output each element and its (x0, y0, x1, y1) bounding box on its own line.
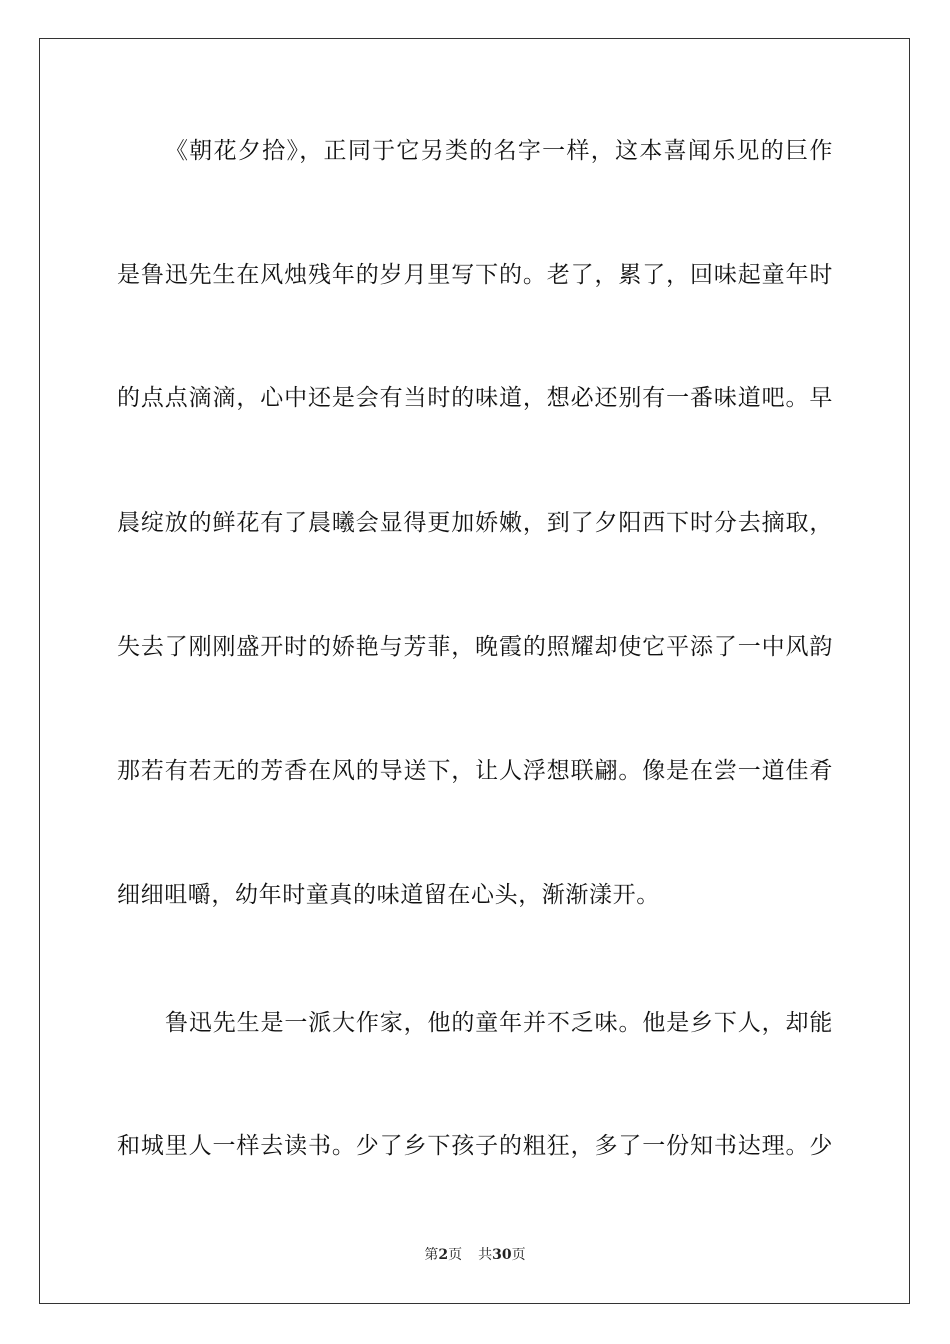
paragraph-2-line-2: 和城里人一样去读书。少了乡下孩子的粗狂，多了一份知书达理。少 (117, 1133, 833, 1159)
paragraph-1-line-3: 的点点滴滴，心中还是会有当时的味道，想必还别有一番味道吧。早 (117, 385, 833, 411)
page-footer (0, 1245, 950, 1265)
paragraph-1-line-5: 失去了刚刚盛开时的娇艳与芳菲，晚霞的照耀却使它平添了一中风韵 (117, 634, 833, 660)
footer-total-pages: 30 (492, 1247, 512, 1263)
page-border (39, 38, 910, 1304)
footer-page-number: 2 (438, 1247, 449, 1263)
paragraph-2-line-1: 鲁迅先生是一派大作家，他的童年并不乏味。他是乡下人，却能 (165, 1010, 833, 1036)
paragraph-1-line-2: 是鲁迅先生在风烛残年的岁月里写下的。老了，累了，回味起童年时 (117, 262, 833, 288)
paragraph-1-line-1: 《朝花夕拾》，正同于它另类的名字一样，这本喜闻乐见的巨作 (165, 138, 833, 164)
footer-prefix: 第 (424, 1247, 439, 1263)
footer-page-suffix: 页 (448, 1247, 463, 1263)
footer-total-suffix: 页 (511, 1247, 526, 1263)
footer-total-prefix: 共 (478, 1247, 493, 1263)
paragraph-1-line-7: 细细咀嚼，幼年时童真的味道留在心头，渐渐漾开。 (117, 882, 660, 908)
paragraph-1-line-4: 晨绽放的鲜花有了晨曦会显得更加娇嫩，到了夕阳西下时分去摘取， (117, 510, 833, 536)
paragraph-1-line-6: 那若有若无的芳香在风的导送下，让人浮想联翩。像是在尝一道佳肴 (117, 758, 833, 784)
